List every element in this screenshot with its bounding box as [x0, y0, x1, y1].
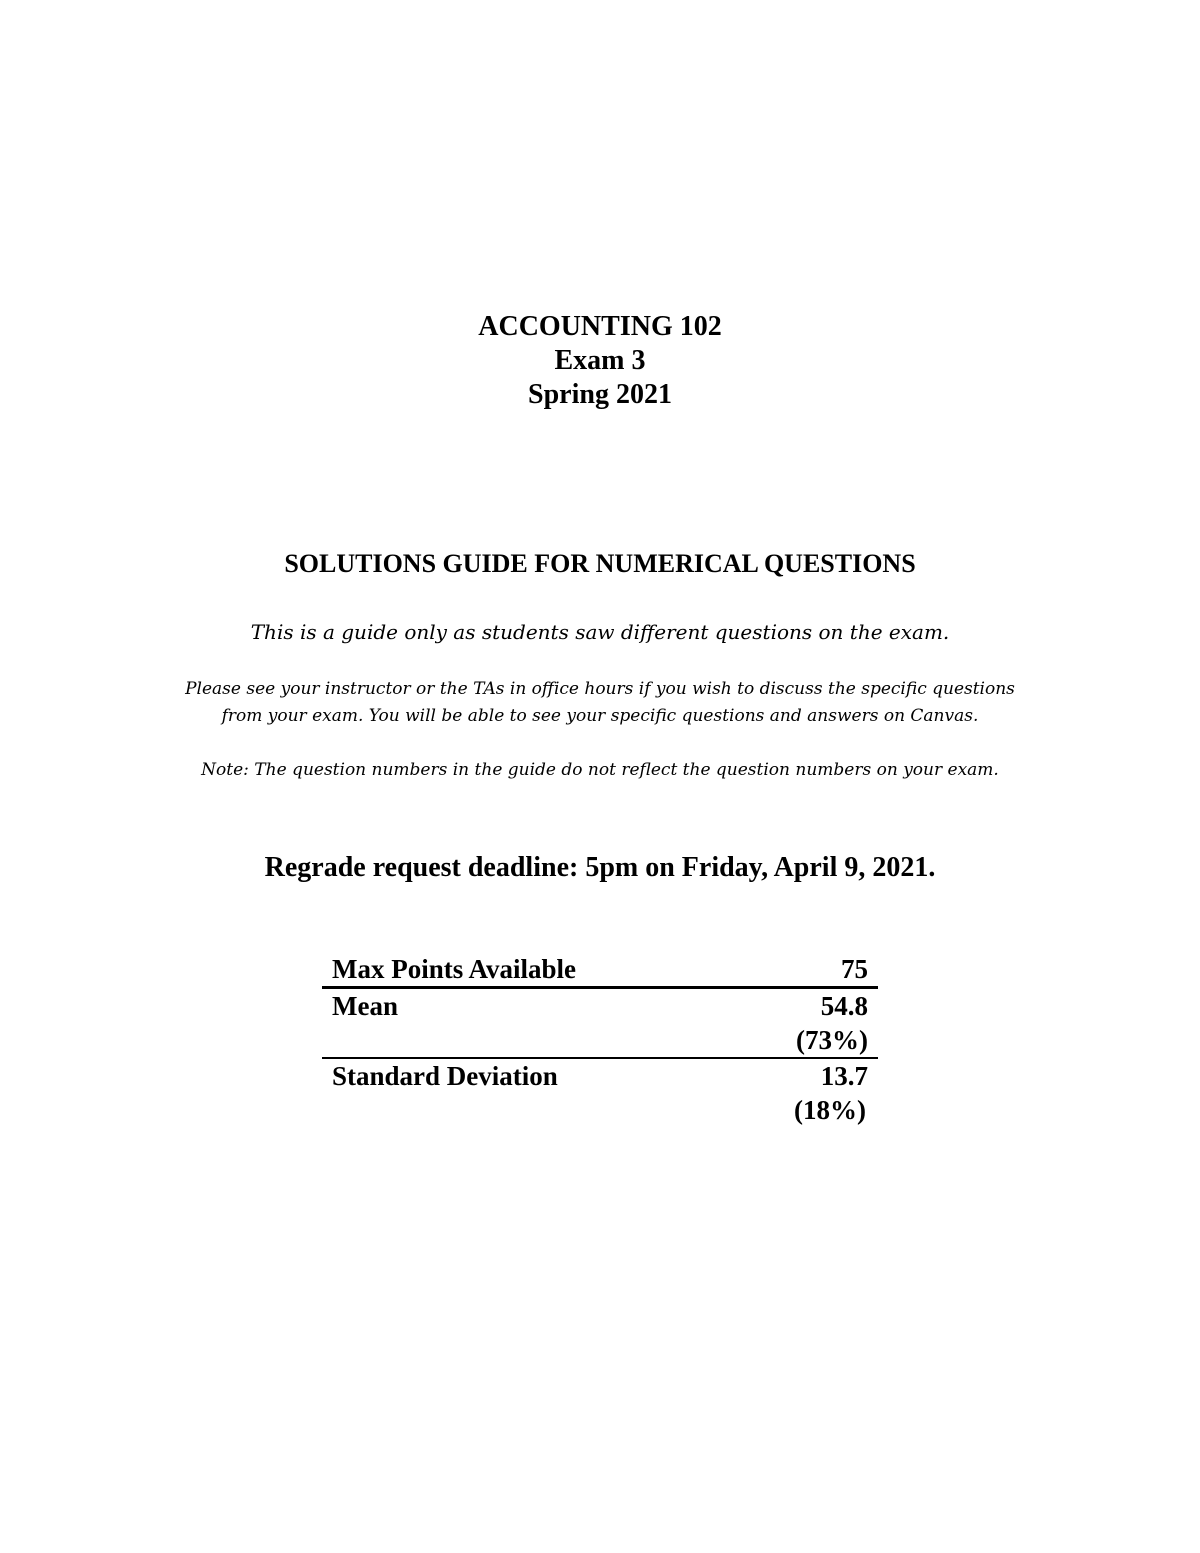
mean-percent: (73%): [732, 1023, 878, 1058]
exam-title: Exam 3: [554, 345, 646, 376]
std-dev-percent-spacer: [322, 1093, 732, 1127]
stats-row-mean-percent: [322, 1023, 878, 1058]
instructor-note: [0, 676, 1200, 730]
regrade-deadline: Regrade request deadline: 5pm on Friday, April 9, 2021.: [264, 852, 936, 883]
stats-row-std-dev-percent: [322, 1093, 878, 1127]
title-block: [0, 310, 1200, 412]
solutions-guide-heading: SOLUTIONS GUIDE FOR NUMERICAL QUESTIONS: [284, 549, 916, 578]
std-dev-percent: (18%): [794, 1095, 866, 1125]
stats-row-max-points: [322, 952, 878, 988]
std-dev-value: 13.7: [820, 1061, 868, 1091]
numbering-note: Note: The question numbers in the guide do not reflect the question numbers on your exam.: [201, 760, 999, 780]
instructor-note-line-1: Please see your instructor or the TAs in office hours if you wish to discuss the specific questions: [185, 679, 1015, 699]
exam-stats-table: [322, 952, 878, 1127]
guide-disclaimer: This is a guide only as students saw different questions on the exam.: [250, 620, 950, 644]
max-points-value: 75: [732, 952, 878, 988]
stats-row-std-dev: [322, 1058, 878, 1093]
max-points-label: Max Points Available: [322, 952, 732, 988]
term-title: Spring 2021: [528, 379, 672, 410]
mean-label: Mean: [332, 991, 398, 1021]
instructor-note-line-2: from your exam. You will be able to see your specific questions and answers on Canvas.: [221, 706, 979, 726]
std-dev-label: Standard Deviation: [332, 1061, 558, 1091]
mean-percent-spacer: [322, 1023, 732, 1058]
stats-row-mean: [322, 988, 878, 1024]
course-title: ACCOUNTING 102: [478, 311, 722, 342]
mean-value: 54.8: [820, 991, 868, 1021]
